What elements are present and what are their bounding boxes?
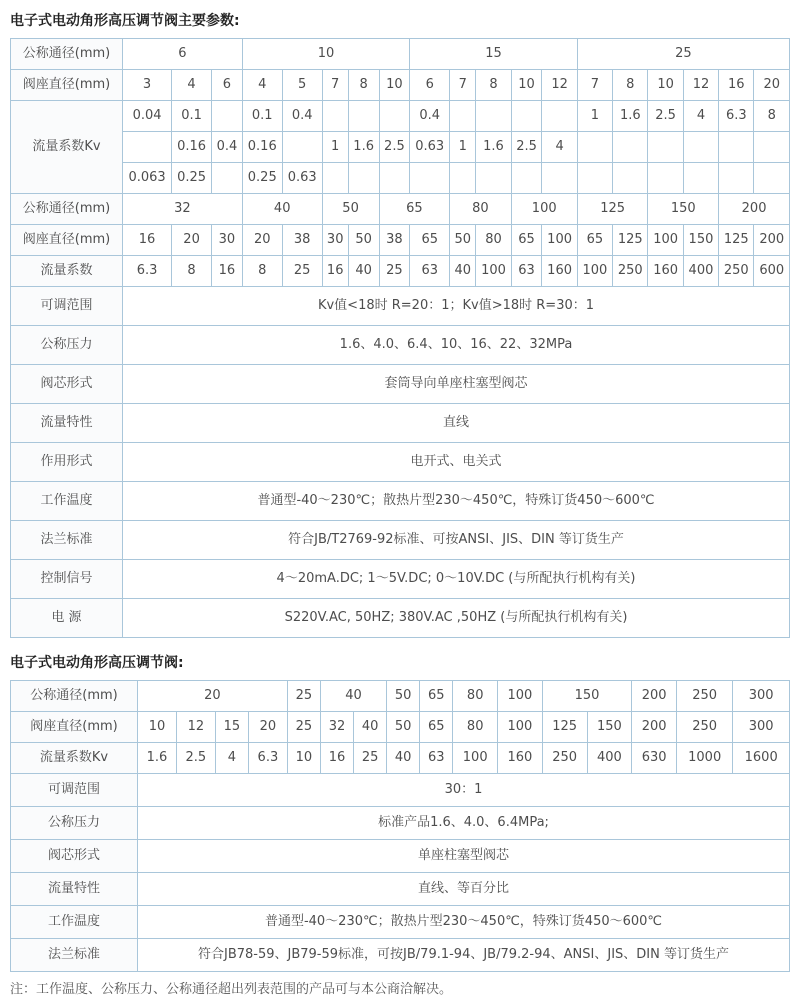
value-cell: 30 (322, 225, 348, 256)
value-cell: 125 (577, 194, 648, 225)
value-cell: 400 (683, 256, 718, 287)
value-cell: 250 (677, 712, 733, 743)
value-cell: 25 (379, 256, 410, 287)
value-cell: 直线 (123, 404, 790, 443)
row-label-cell: 阀座直径(mm) (11, 225, 123, 256)
angle-valve-title: 电子式电动角形高压调节阀: (10, 655, 184, 671)
value-cell (410, 163, 450, 194)
value-cell: 65 (511, 225, 542, 256)
value-cell: Kv值<18时 R=20：1；Kv值>18时 R=30：1 (123, 287, 790, 326)
value-cell (683, 163, 718, 194)
value-cell: 10 (648, 70, 683, 101)
value-cell: 250 (542, 743, 587, 774)
value-cell: 16 (212, 256, 243, 287)
value-cell (577, 132, 612, 163)
value-cell (648, 132, 683, 163)
value-cell: 12 (176, 712, 215, 743)
row-label-cell: 阀座直径(mm) (11, 712, 138, 743)
value-cell: 16 (322, 256, 348, 287)
value-cell (754, 163, 790, 194)
row-label-cell: 法兰标准 (11, 521, 123, 560)
value-cell (450, 163, 476, 194)
footnote: 注：工作温度、公称压力、公称通径超出列表范围的产品可与本公商洽解决。 (10, 982, 453, 997)
value-cell: 0.04 (123, 101, 172, 132)
value-cell: 4 (215, 743, 248, 774)
row-label-cell: 阀座直径(mm) (11, 70, 123, 101)
value-cell (719, 132, 754, 163)
value-cell (212, 163, 243, 194)
value-cell (322, 163, 348, 194)
value-cell: 套筒导向单座柱塞型阀芯 (123, 365, 790, 404)
value-cell: 1.6、4.0、6.4、10、16、22、32MPa (123, 326, 790, 365)
value-cell (212, 101, 243, 132)
table-row (11, 326, 790, 365)
value-cell: 符合JB78-59、JB79-59标准，可按JB/79.1-94、JB/79.2-94、ANSI、JIS、DIN 等订货生产 (138, 939, 790, 972)
value-cell: 10 (287, 743, 320, 774)
row-label-cell: 流量系数Kv (11, 743, 138, 774)
value-cell: 400 (587, 743, 632, 774)
value-cell: 1 (322, 132, 348, 163)
value-cell: 40 (450, 256, 476, 287)
table-row (11, 681, 790, 712)
value-cell (348, 163, 379, 194)
value-cell: 10 (511, 70, 542, 101)
value-cell: 10 (379, 70, 410, 101)
value-cell: 200 (719, 194, 790, 225)
value-cell: 0.063 (123, 163, 172, 194)
value-cell: 0.4 (212, 132, 243, 163)
value-cell: 100 (476, 256, 511, 287)
value-cell: 80 (453, 712, 498, 743)
table-row (11, 163, 790, 194)
value-cell: 32 (320, 712, 353, 743)
value-cell: 20 (172, 225, 212, 256)
table-row (11, 404, 790, 443)
value-cell: 40 (320, 681, 386, 712)
value-cell: 4 (172, 70, 212, 101)
value-cell (577, 163, 612, 194)
table-row (11, 743, 790, 774)
value-cell: 8 (242, 256, 282, 287)
table-row (11, 132, 790, 163)
row-label-cell: 阀芯形式 (11, 840, 138, 873)
value-cell (282, 132, 322, 163)
value-cell: 40 (348, 256, 379, 287)
value-cell: 20 (248, 712, 287, 743)
value-cell: 50 (322, 194, 379, 225)
row-label-cell: 流量系数Kv (11, 101, 123, 194)
value-cell: 6 (212, 70, 243, 101)
table-row (11, 365, 790, 404)
main-params-title: 电子式电动角形高压调节阀主要参数: (10, 13, 240, 29)
value-cell: 630 (632, 743, 677, 774)
table-row (11, 840, 790, 873)
table-row (11, 599, 790, 638)
value-cell: 12 (683, 70, 718, 101)
value-cell (348, 101, 379, 132)
value-cell: 25 (287, 681, 320, 712)
value-cell: 20 (138, 681, 288, 712)
value-cell: 250 (719, 256, 754, 287)
table-row (11, 443, 790, 482)
table-row (11, 39, 790, 70)
value-cell: 0.16 (242, 132, 282, 163)
table-row (11, 906, 790, 939)
value-cell (754, 132, 790, 163)
value-cell: 普通型-40～230℃；散热片型230～450℃，特殊订货450～600℃ (123, 482, 790, 521)
value-cell: 8 (348, 70, 379, 101)
value-cell: 200 (632, 681, 677, 712)
value-cell: 1.6 (138, 743, 177, 774)
table-row (11, 873, 790, 906)
value-cell: 2.5 (648, 101, 683, 132)
value-cell: 150 (587, 712, 632, 743)
value-cell: 4 (542, 132, 577, 163)
row-label-cell: 公称通径(mm) (11, 194, 123, 225)
value-cell: 250 (613, 256, 648, 287)
value-cell: 25 (577, 39, 789, 70)
value-cell: 1.6 (613, 101, 648, 132)
value-cell: 150 (542, 681, 631, 712)
value-cell: 50 (387, 712, 420, 743)
value-cell: 1000 (677, 743, 733, 774)
value-cell: 6.3 (123, 256, 172, 287)
value-cell (450, 101, 476, 132)
value-cell: 6.3 (719, 101, 754, 132)
value-cell: 直线、等百分比 (138, 873, 790, 906)
value-cell: 标准产品1.6、4.0、6.4MPa; (138, 807, 790, 840)
value-cell: 符合JB/T2769-92标准、可按ANSI、JIS、DIN 等订货生产 (123, 521, 790, 560)
row-label-cell: 控制信号 (11, 560, 123, 599)
value-cell: 8 (613, 70, 648, 101)
row-label-cell: 可调范围 (11, 774, 138, 807)
table-row (11, 712, 790, 743)
value-cell: 2.5 (511, 132, 542, 163)
value-cell: 8 (754, 101, 790, 132)
value-cell (542, 163, 577, 194)
value-cell: 0.63 (410, 132, 450, 163)
value-cell: 电开式、电关式 (123, 443, 790, 482)
value-cell: 50 (387, 681, 420, 712)
value-cell: 单座柱塞型阀芯 (138, 840, 790, 873)
value-cell: 30 (212, 225, 243, 256)
value-cell: 25 (282, 256, 322, 287)
value-cell: S220V.AC, 50HZ; 380V.AC ,50HZ (与所配执行机构有关) (123, 599, 790, 638)
main-params-table (10, 38, 790, 638)
value-cell: 8 (172, 256, 212, 287)
value-cell: 7 (577, 70, 612, 101)
value-cell: 1.6 (348, 132, 379, 163)
row-label-cell: 电 源 (11, 599, 123, 638)
value-cell: 125 (542, 712, 587, 743)
table-row (11, 939, 790, 972)
value-cell: 300 (733, 681, 790, 712)
row-label-cell: 流量特性 (11, 873, 138, 906)
value-cell: 63 (511, 256, 542, 287)
table-row (11, 774, 790, 807)
table-row (11, 101, 790, 132)
value-cell: 80 (476, 225, 511, 256)
value-cell: 0.4 (410, 101, 450, 132)
value-cell: 1.6 (476, 132, 511, 163)
table-row (11, 194, 790, 225)
table-row (11, 560, 790, 599)
value-cell: 100 (498, 712, 543, 743)
value-cell: 10 (242, 39, 409, 70)
value-cell: 65 (577, 225, 612, 256)
value-cell: 4 (683, 101, 718, 132)
table-row (11, 287, 790, 326)
value-cell: 50 (450, 225, 476, 256)
value-cell: 8 (476, 70, 511, 101)
value-cell: 65 (410, 225, 450, 256)
value-cell: 4 (242, 70, 282, 101)
value-cell: 125 (719, 225, 754, 256)
value-cell: 3 (123, 70, 172, 101)
value-cell: 32 (123, 194, 243, 225)
row-label-cell: 工作温度 (11, 482, 123, 521)
value-cell: 160 (498, 743, 543, 774)
value-cell: 15 (410, 39, 578, 70)
value-cell: 65 (420, 681, 453, 712)
row-label-cell: 公称通径(mm) (11, 681, 138, 712)
value-cell: 6.3 (248, 743, 287, 774)
row-label-cell: 作用形式 (11, 443, 123, 482)
value-cell: 80 (453, 681, 498, 712)
value-cell (476, 163, 511, 194)
value-cell: 20 (242, 225, 282, 256)
value-cell: 0.25 (172, 163, 212, 194)
value-cell: 38 (379, 225, 410, 256)
value-cell: 150 (648, 194, 719, 225)
value-cell: 65 (420, 712, 453, 743)
value-cell: 普通型-40～230℃；散热片型230～450℃，特殊订货450～600℃ (138, 906, 790, 939)
value-cell: 7 (450, 70, 476, 101)
table-row (11, 225, 790, 256)
table-row (11, 482, 790, 521)
value-cell: 38 (282, 225, 322, 256)
value-cell: 1 (450, 132, 476, 163)
value-cell: 1600 (733, 743, 790, 774)
value-cell: 63 (420, 743, 453, 774)
value-cell: 150 (683, 225, 718, 256)
value-cell (511, 101, 542, 132)
value-cell: 300 (733, 712, 790, 743)
value-cell: 5 (282, 70, 322, 101)
table-row (11, 807, 790, 840)
row-label-cell: 工作温度 (11, 906, 138, 939)
row-label-cell: 公称通径(mm) (11, 39, 123, 70)
value-cell: 65 (379, 194, 450, 225)
value-cell: 100 (453, 743, 498, 774)
value-cell: 0.1 (172, 101, 212, 132)
value-cell: 100 (648, 225, 683, 256)
value-cell: 100 (498, 681, 543, 712)
value-cell: 25 (287, 712, 320, 743)
value-cell: 50 (348, 225, 379, 256)
value-cell: 160 (648, 256, 683, 287)
value-cell: 1 (577, 101, 612, 132)
value-cell: 100 (542, 225, 577, 256)
table-row (11, 256, 790, 287)
value-cell: 10 (138, 712, 177, 743)
value-cell: 6 (123, 39, 243, 70)
value-cell: 16 (320, 743, 353, 774)
row-label-cell: 公称压力 (11, 807, 138, 840)
value-cell: 100 (577, 256, 612, 287)
row-label-cell: 阀芯形式 (11, 365, 123, 404)
value-cell: 2.5 (176, 743, 215, 774)
value-cell: 40 (354, 712, 387, 743)
value-cell: 20 (754, 70, 790, 101)
angle-valve-table (10, 680, 790, 972)
value-cell: 250 (677, 681, 733, 712)
value-cell: 16 (719, 70, 754, 101)
value-cell (476, 101, 511, 132)
value-cell (648, 163, 683, 194)
value-cell (322, 101, 348, 132)
value-cell: 200 (632, 712, 677, 743)
row-label-cell: 公称压力 (11, 326, 123, 365)
value-cell: 0.63 (282, 163, 322, 194)
value-cell (123, 132, 172, 163)
value-cell: 160 (542, 256, 577, 287)
value-cell (613, 163, 648, 194)
value-cell: 125 (613, 225, 648, 256)
value-cell: 7 (322, 70, 348, 101)
value-cell: 0.25 (242, 163, 282, 194)
value-cell: 100 (511, 194, 577, 225)
value-cell: 30：1 (138, 774, 790, 807)
row-label-cell: 流量特性 (11, 404, 123, 443)
value-cell: 600 (754, 256, 790, 287)
value-cell: 40 (387, 743, 420, 774)
value-cell: 200 (754, 225, 790, 256)
value-cell: 12 (542, 70, 577, 101)
value-cell: 63 (410, 256, 450, 287)
value-cell: 0.4 (282, 101, 322, 132)
value-cell: 0.16 (172, 132, 212, 163)
value-cell: 4～20mA.DC; 1～5V.DC; 0～10V.DC (与所配执行机构有关) (123, 560, 790, 599)
row-label-cell: 法兰标准 (11, 939, 138, 972)
table-row (11, 70, 790, 101)
table-row (11, 521, 790, 560)
row-label-cell: 流量系数 (11, 256, 123, 287)
value-cell (511, 163, 542, 194)
value-cell: 25 (354, 743, 387, 774)
value-cell: 0.1 (242, 101, 282, 132)
value-cell (379, 163, 410, 194)
value-cell (613, 132, 648, 163)
value-cell: 2.5 (379, 132, 410, 163)
value-cell (683, 132, 718, 163)
value-cell (719, 163, 754, 194)
value-cell (542, 101, 577, 132)
value-cell: 16 (123, 225, 172, 256)
value-cell: 40 (242, 194, 322, 225)
value-cell: 80 (450, 194, 511, 225)
row-label-cell: 可调范围 (11, 287, 123, 326)
value-cell: 15 (215, 712, 248, 743)
value-cell: 6 (410, 70, 450, 101)
value-cell (379, 101, 410, 132)
